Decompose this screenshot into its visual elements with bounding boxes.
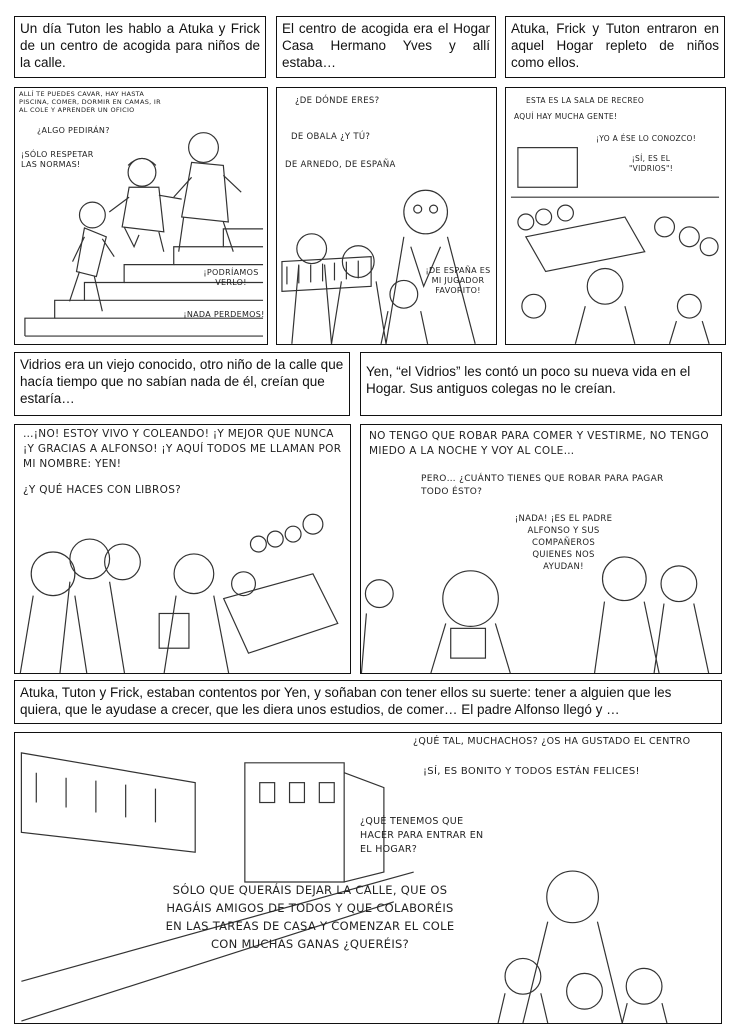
caption-6: [14, 680, 722, 724]
p1-bubble-5: ¡NADA PERDEMOS!: [183, 310, 265, 319]
p3-bubble-3: ¡YO A ÉSE LO CONOZCO!: [596, 134, 697, 143]
caption-2-text: El centro de acogida era el Hogar Casa Hermano Yves y allí estaba…: [282, 21, 490, 70]
p5-bubble-2: PERO… ¿CUÁNTO TIENES QUE ROBAR PARA PAGAR TODO ÉSTO?: [421, 474, 664, 497]
p1-bubble-1: ALLÍ TE PUEDES CAVAR, HAY HASTA PISCINA, COMER, DORMIR EN CAMAS, IR AL COLE Y APRENDER UN OFICIO: [19, 90, 161, 114]
p2-bubble-3: DE ARNEDO, DE ESPAÑA: [285, 160, 396, 170]
panel-6: [14, 732, 722, 1024]
p2-bubble-2: DE OBALA ¿Y TÚ?: [291, 132, 371, 142]
p4-bubble-2: ¿Y QUÉ HACES CON LIBROS?: [23, 484, 182, 496]
caption-5: [360, 352, 722, 416]
p2-bubble-1: ¿DE DÓNDE ERES?: [295, 96, 380, 106]
p4-bubble-1: …¡NO! ESTOY VIVO Y COLEANDO! ¡Y MEJOR QUE NUNCA ¡Y GRACIAS A ALFONSO! ¡Y AQUÍ TODOS ME LLAMAN POR MI NOMBRE: YEN!: [23, 428, 342, 470]
caption-4-text: Vidrios era un viejo conocido, otro niño de la calle que hacía tiempo que no sabían nada de él, creían que estaría…: [20, 357, 344, 406]
p6-bubble-2: ¡SÍ, ES BONITO Y TODOS ESTÁN FELICES!: [423, 766, 640, 777]
p1-bubble-2: ¿ALGO PEDIRÁN?: [37, 126, 110, 135]
p6-bubble-1: ¿QUÉ TAL, MUCHACHOS? ¿OS HA GUSTADO EL CENTRO: [413, 736, 691, 747]
p6-bubble-3: ¿QUÉ TENEMOS QUE HACER PARA ENTRAR EN EL HOGAR?: [360, 816, 484, 855]
p1-bubble-3: ¡SÓLO RESPETAR LAS NORMAS!: [21, 150, 94, 169]
p2-bubble-4: ¡DE ESPAÑA ES MI JUGADOR FAVORITO!: [425, 266, 491, 295]
caption-5-text: Yen, “el Vidrios” les contó un poco su nueva vida en el Hogar. Sus antiguos colegas no le creían.: [366, 364, 691, 396]
caption-3-text: Atuka, Frick y Tuton entraron en aquel Hogar repleto de niños como ellos.: [511, 21, 719, 70]
p3-bubble-1: ESTA ES LA SALA DE RECREO: [526, 96, 645, 105]
p3-bubble-2: AQUÍ HAY MUCHA GENTE!: [514, 112, 618, 121]
caption-1-text: Un día Tuton les hablo a Atuka y Frick de un centro de acogida para niños de la calle.: [20, 21, 260, 70]
panel-2: [276, 87, 497, 345]
panel-1: [14, 87, 268, 345]
panel-3: [505, 87, 726, 345]
p6-bubble-4: SÓLO QUE QUERÁIS DEJAR LA CALLE, QUE OS HAGÁIS AMIGOS DE TODOS Y QUE COLABORÉIS EN LAS TAREAS DE CASA Y COMENZAR EL COLE CON MUCHAS GANAS ¿QUERÉIS?: [165, 883, 455, 951]
caption-6-text: Atuka, Tuton y Frick, estaban contentos por Yen, y soñaban con tener ellos su suerte: tener a alguien que les quiera, que le ayudase a crecer, que les diera unos estudios, de comer… El padre Alfonso llegó y …: [20, 685, 672, 717]
p5-bubble-3: ¡NADA! ¡ES EL PADRE ALFONSO Y SUS COMPAÑEROS QUIENES NOS AYUDAN!: [514, 514, 613, 572]
panel-4: [14, 424, 351, 674]
caption-2: [276, 16, 496, 78]
caption-1: [14, 16, 266, 78]
panel-3-drawing: [506, 88, 725, 344]
p3-bubble-4: ¡SÍ, ES EL "VIDRIOS"!: [628, 154, 674, 173]
panel-2-drawing: [277, 88, 496, 344]
panel-5: [360, 424, 722, 674]
caption-3: [505, 16, 725, 78]
p5-bubble-1: NO TENGO QUE ROBAR PARA COMER Y VESTIRME, NO TENGO MIEDO A LA NOCHE Y VOY AL COLE…: [369, 430, 709, 457]
caption-4: [14, 352, 350, 416]
p1-bubble-4: ¡PODRÍAMOS VERLO!: [203, 268, 259, 287]
